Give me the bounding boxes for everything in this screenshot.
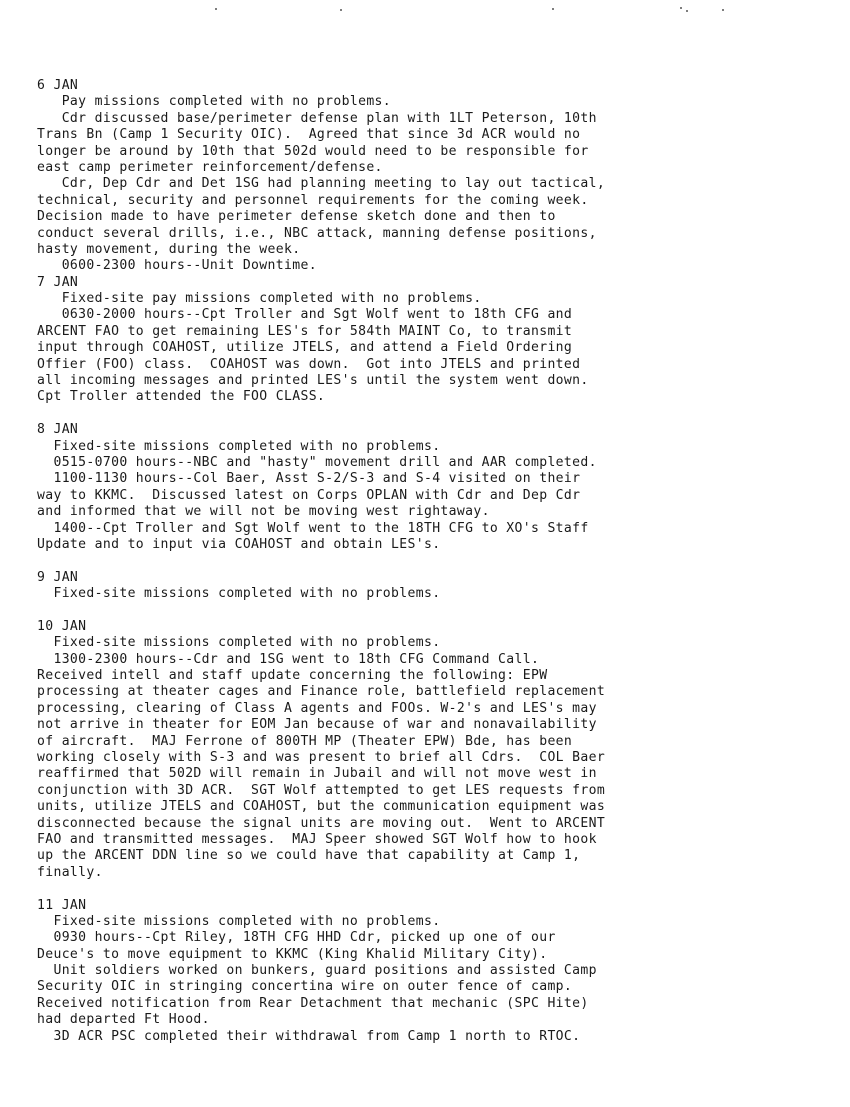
entry-line: conjunction with 3D ACR. SGT Wolf attempted to get LES requests from xyxy=(37,782,606,798)
scan-speck xyxy=(680,7,682,9)
entry-line: conduct several drills, i.e., NBC attack, manning defense positions, xyxy=(37,225,597,241)
entry-line: not arrive in theater for EOM Jan because of war and nonavailability xyxy=(37,717,597,733)
journal-entry-9-jan xyxy=(37,570,837,603)
entry-spacer xyxy=(37,881,837,897)
entry-line: FAO and transmitted messages. MAJ Speer showed SGT Wolf how to hook xyxy=(37,831,597,847)
entry-line: Received intell and staff update concerning the following: EPW xyxy=(37,668,548,684)
entry-line: way to KKMC. Discussed latest on Corps OPLAN with Cdr and Dep Cdr xyxy=(37,487,581,503)
entry-line: longer be around by 10th that 502d would need to be responsible for xyxy=(37,143,589,159)
entry-line: Deuce's to move equipment to KKMC (King Khalid Military City). xyxy=(37,946,548,962)
entry-line: Fixed-site missions completed with no problems. xyxy=(37,586,441,602)
entry-line: and informed that we will not be moving west rightaway. xyxy=(37,504,490,520)
entry-date: 6 JAN xyxy=(37,78,79,93)
entry-line: input through COAHOST, utilize JTELS, and attend a Field Ordering xyxy=(37,340,573,356)
entry-spacer xyxy=(37,603,837,619)
journal-entry-8-jan xyxy=(37,422,837,553)
entry-line: 1400--Cpt Troller and Sgt Wolf went to the 18TH CFG to XO's Staff xyxy=(37,520,589,536)
entry-date: 8 JAN xyxy=(37,422,79,438)
entry-line: all incoming messages and printed LES's until the system went down. xyxy=(37,373,589,389)
entry-line: hasty movement, during the week. xyxy=(37,241,301,257)
entry-line: disconnected because the signal units are moving out. Went to ARCENT xyxy=(37,815,606,831)
entry-line: Pay missions completed with no problems. xyxy=(37,94,392,110)
journal-page xyxy=(37,78,837,1045)
entry-line: 0630-2000 hours--Cpt Troller and Sgt Wolf went to 18th CFG and xyxy=(37,307,573,323)
entry-line: 0600-2300 hours--Unit Downtime. xyxy=(37,258,317,274)
journal-entry-10-jan xyxy=(37,619,837,881)
entry-line: units, utilize JTELS and COAHOST, but the communication equipment was xyxy=(37,799,606,815)
entry-line: Fixed-site missions completed with no problems. xyxy=(37,438,441,454)
journal-entry-6-jan xyxy=(37,78,837,275)
entry-spacer xyxy=(37,553,837,569)
entry-date: 7 JAN xyxy=(37,274,79,290)
entry-line: Update and to input via COAHOST and obtain LES's. xyxy=(37,536,441,552)
entry-line: Security OIC in stringing concertina wire on outer fence of camp. xyxy=(37,979,573,995)
entry-line: of aircraft. MAJ Ferrone of 800TH MP (Theater EPW) Bde, has been xyxy=(37,733,573,749)
entry-line: technical, security and personnel requirements for the coming week. xyxy=(37,192,589,208)
entry-line: processing at theater cages and Finance role, battlefield replacement xyxy=(37,684,606,700)
entry-line: Received notification from Rear Detachment that mechanic (SPC Hite) xyxy=(37,995,589,1011)
entry-line: Trans Bn (Camp 1 Security OIC). Agreed that since 3d ACR would no xyxy=(37,127,581,143)
entry-line: working closely with S-3 and was present to brief all Cdrs. COL Baer xyxy=(37,750,606,766)
entry-line: reaffirmed that 502D will remain in Jubail and will not move west in xyxy=(37,766,597,782)
entry-line: Fixed-site pay missions completed with no problems. xyxy=(37,291,482,307)
entry-line: 1300-2300 hours--Cdr and 1SG went to 18th CFG Command Call. xyxy=(37,651,540,667)
entry-line: had departed Ft Hood. xyxy=(37,1012,210,1028)
journal-entry-11-jan xyxy=(37,898,837,1046)
entry-line: Offier (FOO) class. COAHOST was down. Got into JTELS and printed xyxy=(37,356,581,372)
entry-line: Decision made to have perimeter defense sketch done and then to xyxy=(37,209,556,225)
entry-line: 0930 hours--Cpt Riley, 18TH CFG HHD Cdr, picked up one of our xyxy=(37,930,556,946)
entry-line: 0515-0700 hours--NBC and "hasty" movement drill and AAR completed. xyxy=(37,454,597,470)
entry-date: 11 JAN xyxy=(37,897,87,913)
entry-line: Fixed-site missions completed with no problems. xyxy=(37,635,441,651)
entry-line: east camp perimeter reinforcement/defense. xyxy=(37,159,383,175)
entry-line: 3D ACR PSC completed their withdrawal from Camp 1 north to RTOC. xyxy=(37,1028,581,1044)
entry-line: ARCENT FAO to get remaining LES's for 584th MAINT Co, to transmit xyxy=(37,323,573,339)
scan-speck xyxy=(215,8,217,10)
entry-line: Cdr discussed base/perimeter defense plan with 1LT Peterson, 10th xyxy=(37,110,597,126)
scan-specks xyxy=(0,0,850,20)
entry-date: 10 JAN xyxy=(37,618,87,634)
entry-line: Cpt Troller attended the FOO CLASS. xyxy=(37,389,326,405)
journal-entry-7-jan xyxy=(37,275,837,406)
scan-speck xyxy=(722,9,724,11)
entry-spacer xyxy=(37,406,837,422)
entry-line: Fixed-site missions completed with no problems. xyxy=(37,913,441,929)
scan-speck xyxy=(686,10,688,12)
entry-date: 9 JAN xyxy=(37,569,79,585)
entry-line: 1100-1130 hours--Col Baer, Asst S-2/S-3 and S-4 visited on their xyxy=(37,471,581,487)
scan-speck xyxy=(340,9,342,11)
scan-speck xyxy=(552,8,554,10)
entry-line: up the ARCENT DDN line so we could have that capability at Camp 1, xyxy=(37,848,581,864)
entry-line: finally. xyxy=(37,864,103,880)
entry-line: processing, clearing of Class A agents and FOOs. W-2's and LES's may xyxy=(37,700,597,716)
entry-line: Unit soldiers worked on bunkers, guard positions and assisted Camp xyxy=(37,963,597,979)
entry-line: Cdr, Dep Cdr and Det 1SG had planning meeting to lay out tactical, xyxy=(37,176,606,192)
